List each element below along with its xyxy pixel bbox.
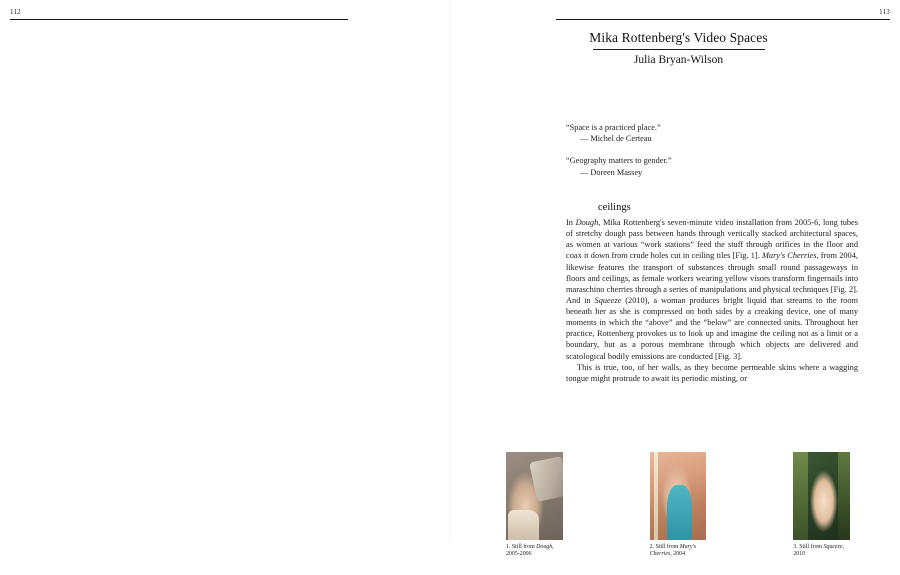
author-name: Julia Bryan-Wilson: [633, 53, 724, 66]
figure-row: [466, 436, 890, 575]
figure-2-caption: [650, 544, 707, 559]
section-heading: ceilings: [598, 202, 631, 213]
film-still-marys-cherries-image: [650, 452, 707, 540]
header-rule-right: [556, 19, 890, 20]
film-still-squeeze-image: [793, 452, 850, 540]
figure-1-caption-title: Dough: [536, 544, 553, 550]
body-paragraph-2: This is true, too, of her walls, as they become permeable skins where a wagging tongue might protrude to await its periodic misting, or: [566, 362, 858, 383]
folio-right: 113: [879, 8, 890, 16]
film-still-dough-image: [506, 452, 563, 540]
figure-2-caption-pre: Still from: [655, 544, 680, 550]
page-title: Mika Rottenberg's Video Spaces: [589, 30, 768, 45]
work-title: Mary's Cherries: [761, 251, 817, 261]
body-run: , Mika Rottenberg's seven-minute video installation from 2005-6, long tubes of stretchy dough pass between hands through vertically stacked architectural spaces, as women at various “work stations” feed the stuff through orifices in the floor and coax it down from crude holes cut in ceiling tiles [Fig. 1].: [566, 218, 858, 261]
figure-3-caption-pre: Still from: [799, 544, 824, 550]
work-title: Squeeze: [594, 295, 622, 305]
body-run: (2010), a woman produces bright liquid that streams to the room beneath her as she is compressed on both sides by a creaking device, one of many moments in which the “above” and the “below” are connected units. Throughout her practice, Rottenberg provokes us to look up and imagine the ceiling not as a limit or a boundary, but as a porous membrane through which objects are delivered and scatological bodily emissions are conducted [Fig. 3].: [566, 295, 859, 361]
figure-2: [650, 452, 707, 559]
figure-1-caption-post: , 2005-2006: [506, 544, 554, 558]
epigraph-2-attribution: — Doreen Massey: [580, 167, 643, 177]
figure-2-number: 2.: [649, 544, 655, 550]
body-paragraph-1: [566, 217, 858, 362]
epigraph-group: [566, 122, 856, 189]
epigraph-2: [566, 155, 856, 177]
header-rule-left: [10, 19, 348, 20]
body-text-column: [566, 217, 858, 384]
epigraph-1-quote: “Space is a practiced place.”: [566, 123, 661, 132]
figure-2-caption-post: , 2004: [670, 551, 686, 558]
figure-1-caption: [506, 544, 563, 559]
figure-1: [506, 452, 563, 559]
figure-1-caption-pre: Still from: [511, 544, 537, 550]
folio-left: 112: [10, 8, 21, 16]
figure-1-number: 1.: [506, 544, 511, 550]
figure-3-caption-title: Squeeze: [823, 544, 843, 550]
figure-3-caption: [793, 544, 850, 559]
title-block: [466, 30, 891, 68]
figure-3-caption-post: , 2010: [793, 544, 844, 558]
work-title: Dough: [575, 218, 599, 227]
body-run: In: [566, 218, 576, 227]
title-underline: [593, 49, 765, 50]
epigraph-2-quote: “Geography matters to gender.”: [566, 156, 672, 166]
page-gutter-shadow: [449, 0, 452, 541]
figure-3: [793, 452, 850, 559]
figure-2-caption-title: Mary's Cherries: [649, 544, 697, 558]
epigraph-1: [566, 122, 856, 144]
body-run: , from 2004, likewise features the transport of substances through small round passageways in floors and ceilings, as female workers wearing yellow visors transform fingernails into maraschino cherries through a series of manipulations and physical techniques [Fig. 2]. And in: [566, 251, 858, 305]
epigraph-1-attribution: — Michel de Certeau: [580, 134, 652, 144]
figure-3-number: 3.: [793, 544, 798, 550]
